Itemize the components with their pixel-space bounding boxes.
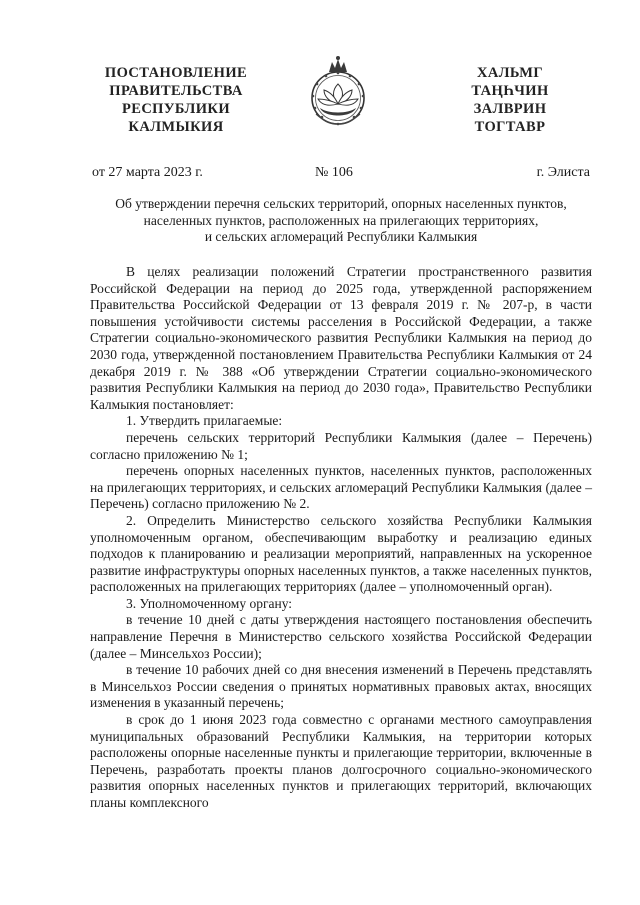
document-number: № 106: [315, 165, 353, 180]
header-left-line: КАЛМЫКИЯ: [128, 119, 224, 135]
title-line: и сельских агломераций Республики Калмыкия: [204, 229, 478, 244]
header-left-line: ПОСТАНОВЛЕНИЕ: [104, 65, 248, 81]
body-paragraph: в течение 10 дней с даты утверждения настоящего постановления обеспечить направление Перечня в Министерство сельского хозяйства Российской Федерации (далее – Минсельхоз России);: [90, 612, 592, 661]
header-left-title: [88, 64, 264, 136]
body-paragraph: в течение 10 рабочих дней со дня внесения изменений в Перечень представлять в Минсельхоз России сведения о принятых нормативных правовых актах, вносящих изменения в указанный перечень;: [90, 662, 592, 711]
body-paragraph: перечень опорных населенных пунктов, населенных пунктов, расположенных на прилегающих территориях, и сельских агломераций Республики Калмыкия (далее – Перечень) согласно приложению № 2.: [90, 463, 592, 512]
kalmykia-coat-of-arms-icon: [302, 54, 374, 130]
body-paragraph: в срок до 1 июня 2023 года совместно с органами местного самоуправления муниципальных образований Республики Калмыкия, на территории которых расположены опорные населенные пункты и прилегающие территории, включенные в Перечень, разработать проекты планов долгосрочного социально-экономического развития опорных населенных пунктов и прилегающих территорий, включающих планы комплексного: [90, 712, 592, 810]
body-paragraph: В целях реализации положений Стратегии пространственного развития Российской Федерации на период до 2025 года, утвержденной распоряжением Правительства Российской Федерации от 13 февраля 2019 г. № 207-р, в части повышения устойчивости системы расселения в Российской Федерации, а также Стратегии социально-экономического развития Республики Калмыкия на период до 2030 года, утвержденной постановлением Правительства Республики Калмыкия от 24 декабря 2019 г. № 388 «Об утверждении Стратегии социально-экономического развития Республики Калмыкия на период до 2030 года», Правительство Республики Калмыкия постановляет:: [90, 264, 592, 412]
header-right-title: [454, 64, 566, 136]
document-meta: [92, 164, 590, 182]
document-city: г. Элиста: [536, 165, 590, 180]
body-paragraph: 1. Утвердить прилагаемые:: [126, 413, 283, 429]
header-left-line: РЕСПУБЛИКИ: [121, 101, 231, 117]
header-left-line: ПРАВИТЕЛЬСТВА: [109, 83, 243, 99]
document-title: [90, 196, 592, 246]
document-body: [90, 264, 592, 812]
body-paragraph: 3. Уполномоченному органу:: [126, 595, 293, 611]
title-line: Об утверждении перечня сельских территорий, опорных населенных пунктов,: [115, 196, 567, 211]
title-line: населенных пунктов, расположенных на прилегающих территориях,: [143, 212, 539, 228]
header-right-line: ХАЛЬМГ: [476, 65, 544, 81]
body-paragraph: 2. Определить Министерство сельского хозяйства Республики Калмыкия уполномоченным органом, обеспечивающим выработку и реализацию единых подходов к планированию и реализации мероприятий, направленных на ускоренное развитие инфраструктуры опорных населенных пунктов, а также населенных пунктов, расположенных на прилегающих территориях (далее – уполномоченный орган).: [90, 512, 592, 595]
document-date: от 27 марта 2023 г.: [92, 165, 203, 180]
header-right-line: ТАҢҺЧИН: [471, 83, 549, 99]
header-right-line: ЗАЛВРИН: [473, 101, 547, 117]
body-paragraph: перечень сельских территорий Республики Калмыкия (далее – Перечень) согласно приложению № 1;: [90, 429, 592, 462]
header-right-line: ТОГТАВР: [474, 119, 546, 135]
